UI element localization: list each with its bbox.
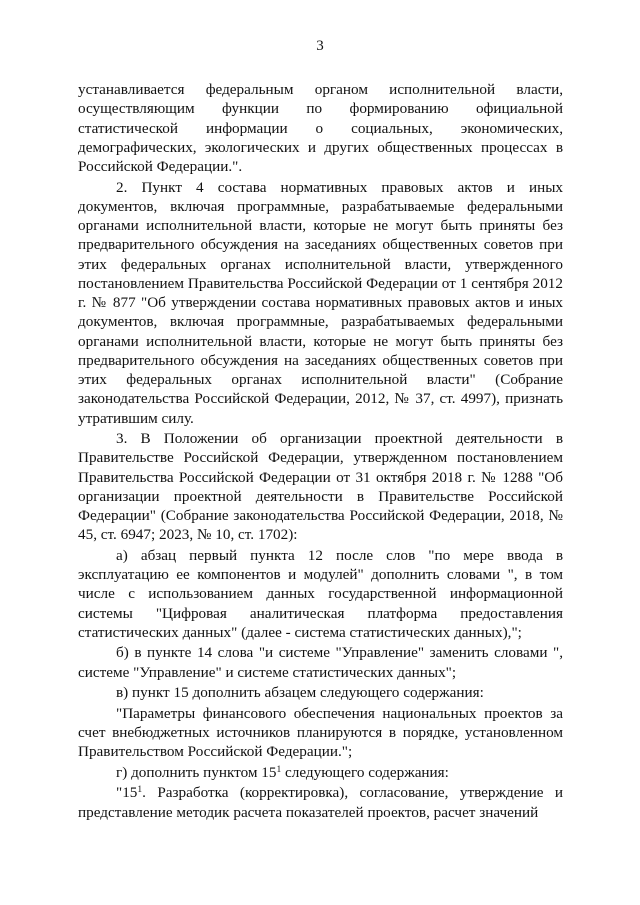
paragraph-subitem-b: б) в пункте 14 слова "и системе "Управление" заменить словами ", системе "Управление" и системе статистических данных"; (78, 644, 563, 681)
paragraph-subitem-v: в) пункт 15 дополнить абзацем следующего содержания: (116, 684, 484, 702)
superscript-index: 1 (276, 764, 282, 775)
document-body (78, 80, 563, 823)
paragraph-item-15-1 (78, 783, 563, 822)
paragraph-quoted-text: "Параметры финансового обеспечения национальных проектов за счет внебюджетных источников планируются в порядке, установленном Правительством Российской Федерации."; (78, 704, 563, 761)
item-15-1-text: . Разработка (корректировка), согласование, утверждение и представление методик расчета показателей проектов, расчет значений (78, 784, 563, 821)
paragraph-subitem-a: а) абзац первый пункта 12 после слов "по мере ввода в эксплуатацию ее компонентов и модулей" дополнить словами ", в том числе с использованием данных государственной информационной системы "Цифровая аналитическая платформа предоставления статистических данных" (далее - система статистических данных),"; (78, 546, 563, 641)
superscript-index: 1 (137, 785, 143, 796)
subitem-g-text-end: следующего содержания: (281, 763, 449, 781)
subitem-g-text-start: г) дополнить пунктом 15 (116, 763, 277, 781)
paragraph-item-2: 2. Пункт 4 состава нормативных правовых актов и иных документов, включая программные, разрабатываемые федеральными органами исполнительной власти, которые не могут быть приняты без предварительного обсуждения на заседаниях общественных советов при этих федеральных органах исполнительной власти, утвержденного постановлением Правительства Российской Федерации от 1 сентября 2012 г. № 877 "Об утверждении состава нормативных правовых актов и иных документов, включая программные, разрабатываемых федеральными органами исполнительной власти, которые не могут быть приняты без предварительного обсуждения на заседаниях общественных советов при этих федеральных органах исполнительной власти" (Собрание законодательства Российской Федерации, 2012, № 37, ст. 4997), признать утратившим силу. (78, 178, 563, 427)
item-15-1-number: "15 (116, 784, 138, 802)
paragraph-continuation: устанавливается федеральным органом исполнительной власти, осуществляющим функции по формированию официальной статистической информации о социальных, экономических, демографических, экологических и других общественных процессах в Российской Федерации.". (78, 81, 563, 175)
paragraph-item-3: 3. В Положении об организации проектной деятельности в Правительстве Российской Федерации, утвержденном постановлением Правительства Российской Федерации от 31 октября 2018 г. № 1288 "Об организации проектной деятельности в Правительстве Российской Федерации" (Собрание законодательства Российской Федерации, 2018, № 45, ст. 6947; 2023, № 10, ст. 1702): (78, 430, 563, 544)
paragraph-subitem-g (78, 763, 563, 782)
page-number: 3 (316, 38, 324, 54)
